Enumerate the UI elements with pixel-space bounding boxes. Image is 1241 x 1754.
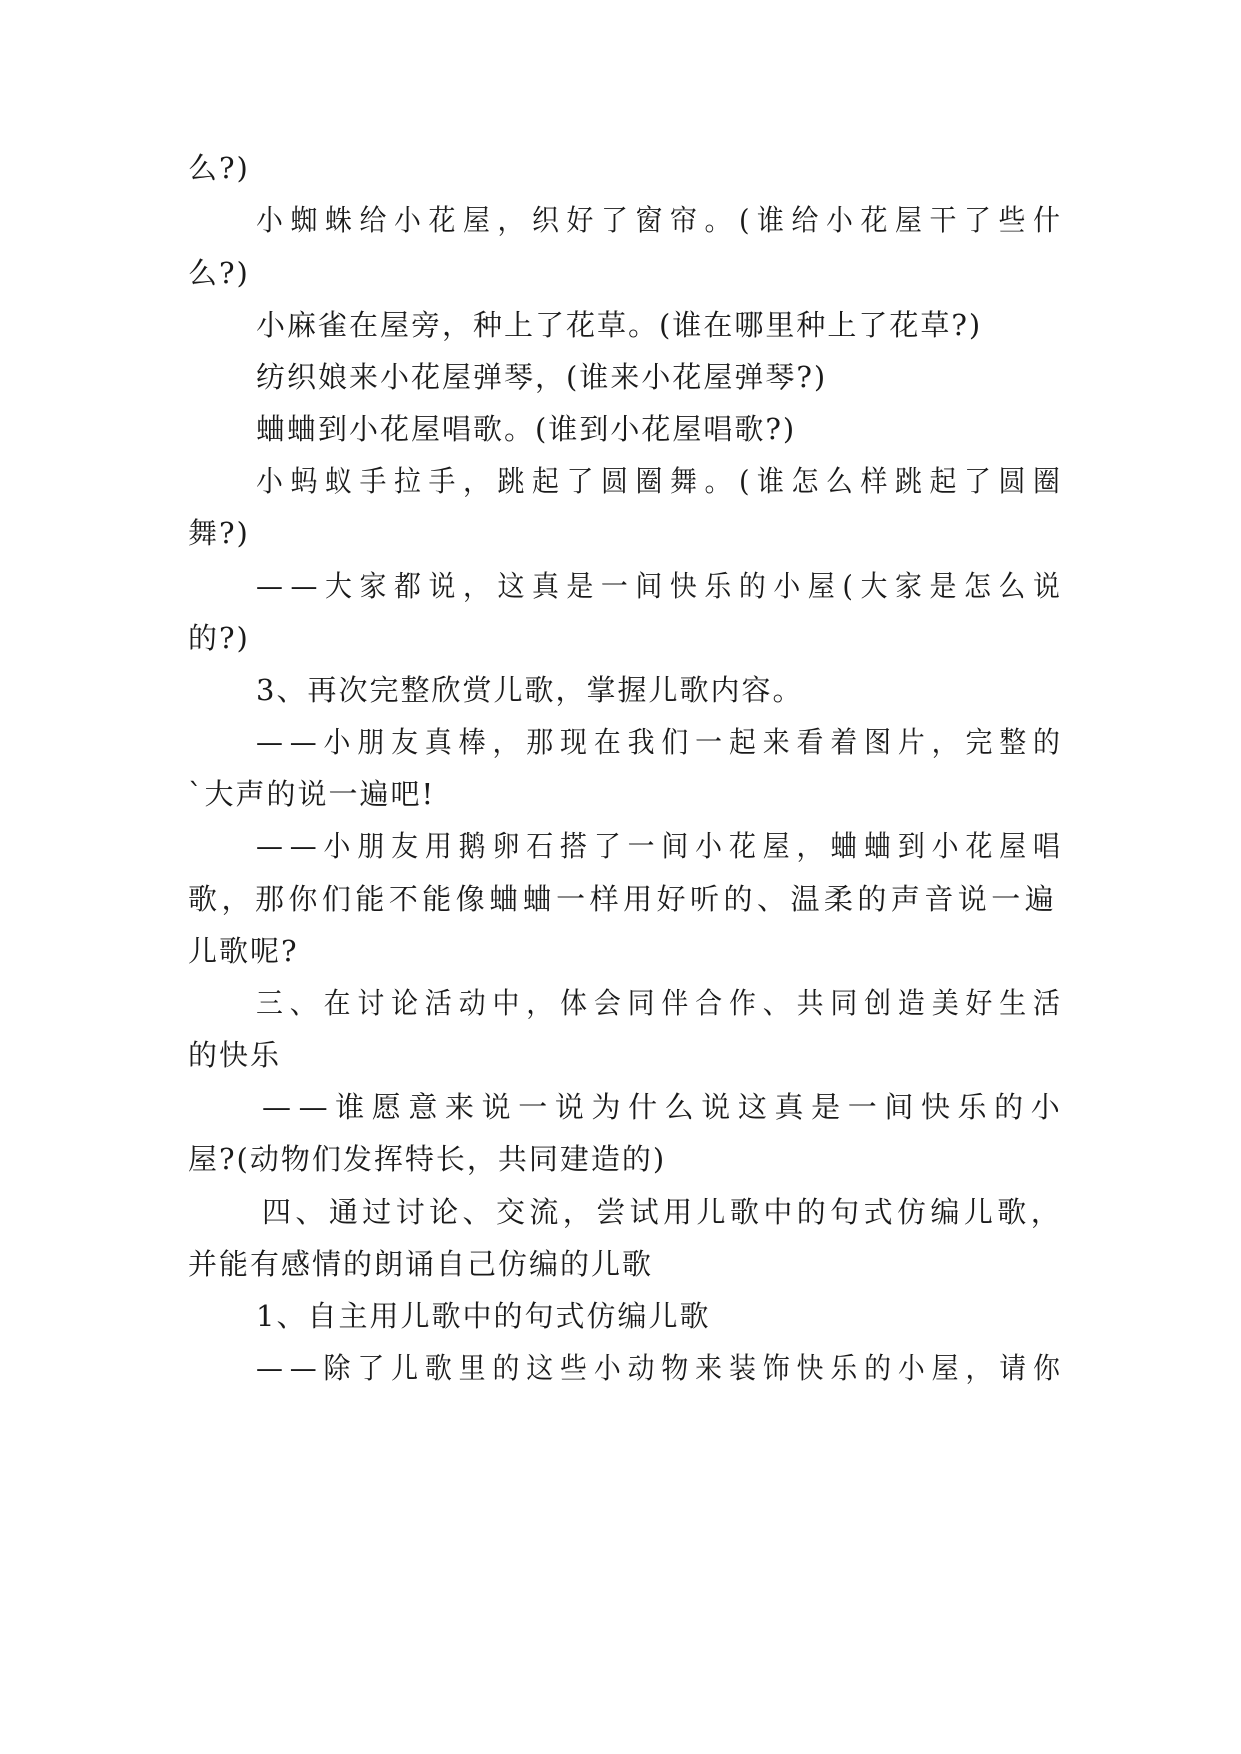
- text-line-10: 的?): [188, 621, 250, 655]
- text-line-1: 么?): [188, 151, 250, 185]
- text-line-23: 1、自主用儿歌中的句式仿编儿歌: [256, 1299, 711, 1333]
- text-line-11: 3、再次完整欣赏儿歌，掌握儿歌内容。: [256, 673, 804, 707]
- text-line-18: 的快乐: [188, 1038, 282, 1072]
- text-line-7: 小 蚂 蚁 手 拉 手 ， 跳 起 了 圆 圈 舞 。 ( 谁 怎 么 样 跳 起 了 圆 圈: [256, 464, 1060, 498]
- text-line-14: — — 小 朋 友 用 鹅 卵 石 搭 了 一 间 小 花 屋 ， 蛐 蛐 到 小 花 屋 唱: [256, 829, 1060, 863]
- text-line-15: 歌 ， 那 你 们 能 不 能 像 蛐 蛐 一 样 用 好 听 的 、 温 柔 的 声 音 说 一 遍: [188, 882, 1054, 916]
- text-line-2: 小 蜘 蛛 给 小 花 屋 ， 织 好 了 窗 帘 。 ( 谁 给 小 花 屋 干 了 些 什: [256, 203, 1060, 237]
- text-line-3: 么?): [188, 256, 250, 290]
- text-line-16: 儿歌呢?: [188, 934, 299, 968]
- text-line-13: `大声的说一遍吧!: [188, 777, 436, 811]
- text-line-21: 四 、 通 过 讨 论 、 交 流 ， 尝 试 用 儿 歌 中 的 句 式 仿 编 儿 歌 ，: [262, 1195, 1060, 1229]
- text-line-22: 并能有感情的朗诵自己仿编的儿歌: [188, 1247, 654, 1281]
- text-line-12: — — 小 朋 友 真 棒 ， 那 现 在 我 们 一 起 来 看 着 图 片 ， 完 整 的: [256, 725, 1060, 759]
- text-line-19: — — 谁 愿 意 来 说 一 说 为 什 么 说 这 真 是 一 间 快 乐 的 小: [262, 1090, 1060, 1124]
- text-line-5: 纺织娘来小花屋弹琴，(谁来小花屋弹琴?): [256, 360, 828, 394]
- text-line-8: 舞?): [188, 516, 250, 550]
- text-line-9: — — 大 家 都 说 ， 这 真 是 一 间 快 乐 的 小 屋 ( 大 家 是 怎 么 说: [256, 569, 1060, 603]
- text-line-20: 屋?(动物们发挥特长，共同建造的): [188, 1142, 667, 1176]
- text-line-24: — — 除 了 儿 歌 里 的 这 些 小 动 物 来 装 饰 快 乐 的 小 屋 ， 请 你: [256, 1351, 1060, 1385]
- text-line-17: 三 、 在 讨 论 活 动 中 ， 体 会 同 伴 合 作 、 共 同 创 造 美 好 生 活: [256, 986, 1060, 1020]
- text-line-6: 蛐蛐到小花屋唱歌。(谁到小花屋唱歌?): [256, 412, 797, 446]
- text-line-4: 小麻雀在屋旁，种上了花草。(谁在哪里种上了花草?): [256, 308, 983, 342]
